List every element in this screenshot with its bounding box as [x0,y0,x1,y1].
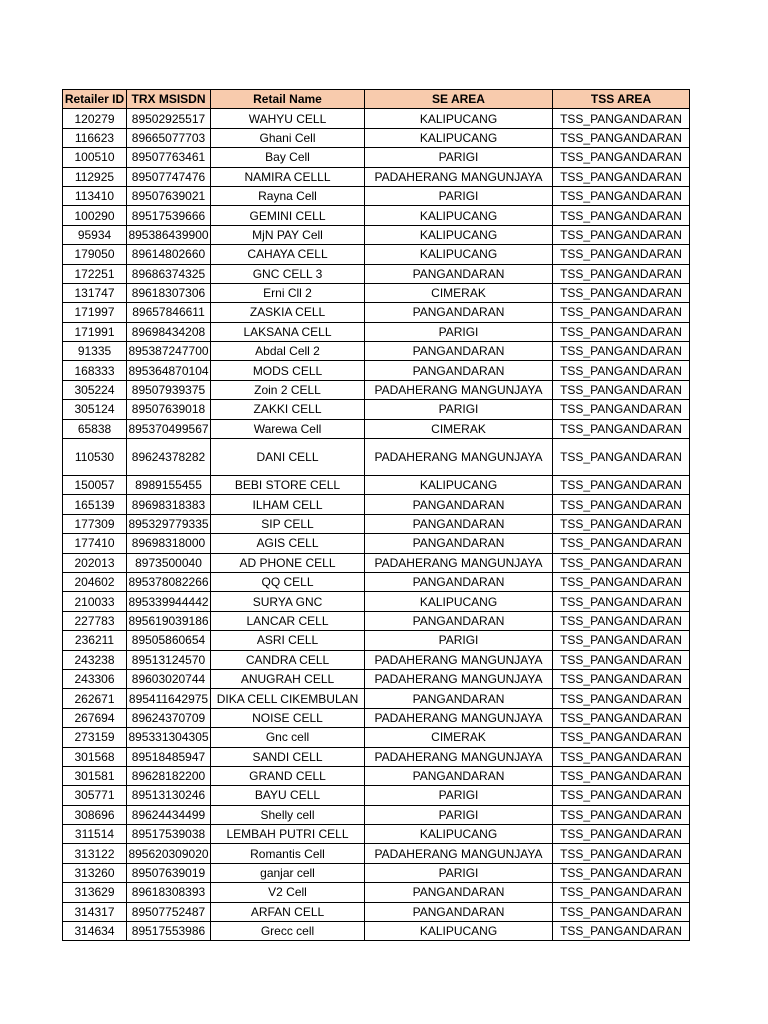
cell-trx-msisdn[interactable]: 89507763461 [127,148,211,167]
cell-retail-name[interactable]: GEMINI CELL [211,206,365,225]
cell-trx-msisdn[interactable]: 895620309020 [127,844,211,863]
cell-se-area[interactable]: PADAHERANG MANGUNJAYA [365,167,553,186]
header-tss-area[interactable]: TSS AREA [553,90,690,109]
cell-retail-name[interactable]: SIP CELL [211,514,365,533]
cell-retailer-id[interactable]: 305224 [63,380,127,399]
table-row [63,825,690,844]
table-row [63,631,690,650]
table-row [63,669,690,688]
cell-retailer-id[interactable]: 95934 [63,225,127,244]
cell-tss-area[interactable]: TSS_PANGANDARAN [553,245,690,264]
cell-retail-name[interactable]: NAMIRA CELLL [211,167,365,186]
cell-trx-msisdn[interactable]: 89507939375 [127,380,211,399]
cell-se-area[interactable]: PARIGI [365,863,553,882]
cell-retail-name[interactable]: SANDI CELL [211,747,365,766]
cell-se-area[interactable]: PADAHERANG MANGUNJAYA [365,708,553,727]
cell-tss-area[interactable]: TSS_PANGANDARAN [553,206,690,225]
table-row [63,322,690,341]
cell-retailer-id[interactable]: 301568 [63,747,127,766]
cell-retail-name[interactable]: MjN PAY Cell [211,225,365,244]
cell-trx-msisdn[interactable]: 895386439900 [127,225,211,244]
cell-se-area[interactable]: PADAHERANG MANGUNJAYA [365,747,553,766]
table-row [63,844,690,863]
cell-se-area[interactable]: PANGANDARAN [365,611,553,630]
cell-retailer-id[interactable]: 305124 [63,400,127,419]
cell-retailer-id[interactable]: 227783 [63,611,127,630]
cell-tss-area[interactable]: TSS_PANGANDARAN [553,225,690,244]
cell-trx-msisdn[interactable]: 89618307306 [127,283,211,302]
table-row [63,109,690,128]
cell-tss-area[interactable]: TSS_PANGANDARAN [553,825,690,844]
table-row [63,747,690,766]
cell-tss-area[interactable]: TSS_PANGANDARAN [553,805,690,824]
cell-tss-area[interactable]: TSS_PANGANDARAN [553,495,690,514]
cell-tss-area[interactable]: TSS_PANGANDARAN [553,922,690,941]
cell-se-area[interactable]: PANGANDARAN [365,902,553,921]
cell-retailer-id[interactable]: 314317 [63,902,127,921]
cell-trx-msisdn[interactable]: 895329779335 [127,514,211,533]
table-row [63,264,690,283]
cell-trx-msisdn[interactable]: 895411642975 [127,689,211,708]
cell-retailer-id[interactable]: 243238 [63,650,127,669]
cell-tss-area[interactable]: TSS_PANGANDARAN [553,766,690,785]
cell-se-area[interactable]: CIMERAK [365,283,553,302]
cell-tss-area[interactable]: TSS_PANGANDARAN [553,514,690,533]
cell-retail-name[interactable]: ZASKIA CELL [211,303,365,322]
cell-retailer-id[interactable]: 172251 [63,264,127,283]
table-row [63,534,690,553]
table-row [63,380,690,399]
header-trx-msisdn[interactable]: TRX MSISDN [127,90,211,109]
cell-se-area[interactable]: PADAHERANG MANGUNJAYA [365,380,553,399]
cell-retailer-id[interactable]: 131747 [63,283,127,302]
table-row [63,495,690,514]
cell-trx-msisdn[interactable]: 895339944442 [127,592,211,611]
table-row [63,592,690,611]
cell-retailer-id[interactable]: 267694 [63,708,127,727]
cell-retail-name[interactable]: GNC CELL 3 [211,264,365,283]
cell-retail-name[interactable]: AD PHONE CELL [211,553,365,572]
cell-se-area[interactable]: CIMERAK [365,728,553,747]
cell-retailer-id[interactable]: 179050 [63,245,127,264]
cell-retailer-id[interactable]: 91335 [63,342,127,361]
table-row [63,650,690,669]
cell-tss-area[interactable]: TSS_PANGANDARAN [553,883,690,902]
table-row [63,148,690,167]
table-body [63,109,690,941]
cell-retail-name[interactable]: ASRI CELL [211,631,365,650]
cell-retail-name[interactable]: DANI CELL [211,439,365,476]
cell-se-area[interactable]: KALIPUCANG [365,592,553,611]
cell-tss-area[interactable]: TSS_PANGANDARAN [553,553,690,572]
cell-se-area[interactable]: PARIGI [365,631,553,650]
cell-trx-msisdn[interactable]: 895370499567 [127,419,211,438]
cell-trx-msisdn[interactable]: 89603020744 [127,669,211,688]
cell-retailer-id[interactable]: 171991 [63,322,127,341]
table-row [63,863,690,882]
cell-retail-name[interactable]: LANCAR CELL [211,611,365,630]
cell-se-area[interactable]: PARIGI [365,322,553,341]
cell-se-area[interactable]: PANGANDARAN [365,766,553,785]
cell-tss-area[interactable]: TSS_PANGANDARAN [553,361,690,380]
cell-se-area[interactable]: KALIPUCANG [365,206,553,225]
table-row [63,728,690,747]
cell-tss-area[interactable]: TSS_PANGANDARAN [553,283,690,302]
cell-tss-area[interactable]: TSS_PANGANDARAN [553,400,690,419]
cell-trx-msisdn[interactable]: 895387247700 [127,342,211,361]
cell-trx-msisdn[interactable]: 895331304305 [127,728,211,747]
cell-retailer-id[interactable]: 100290 [63,206,127,225]
cell-retailer-id[interactable]: 110530 [63,439,127,476]
cell-retail-name[interactable]: Rayna Cell [211,186,365,205]
cell-se-area[interactable]: PANGANDARAN [365,342,553,361]
cell-tss-area[interactable]: TSS_PANGANDARAN [553,708,690,727]
table-row [63,245,690,264]
cell-se-area[interactable]: KALIPUCANG [365,825,553,844]
cell-retailer-id[interactable]: 305771 [63,786,127,805]
cell-trx-msisdn[interactable]: 8973500040 [127,553,211,572]
cell-retailer-id[interactable]: 202013 [63,553,127,572]
cell-tss-area[interactable]: TSS_PANGANDARAN [553,534,690,553]
cell-retailer-id[interactable]: 311514 [63,825,127,844]
cell-retail-name[interactable]: BEBI STORE CELL [211,476,365,495]
cell-tss-area[interactable]: TSS_PANGANDARAN [553,109,690,128]
cell-se-area[interactable]: PADAHERANG MANGUNJAYA [365,439,553,476]
retailer-table [62,89,690,941]
cell-tss-area[interactable]: TSS_PANGANDARAN [553,689,690,708]
cell-retail-name[interactable]: CANDRA CELL [211,650,365,669]
table-row [63,400,690,419]
table-row [63,476,690,495]
cell-retail-name[interactable]: Warewa Cell [211,419,365,438]
table-row [63,553,690,572]
cell-retail-name[interactable]: WAHYU CELL [211,109,365,128]
cell-se-area[interactable]: PANGANDARAN [365,689,553,708]
cell-tss-area[interactable]: TSS_PANGANDARAN [553,611,690,630]
header-retail-name[interactable]: Retail Name [211,90,365,109]
table-row [63,572,690,591]
cell-se-area[interactable]: PADAHERANG MANGUNJAYA [365,650,553,669]
cell-tss-area[interactable]: TSS_PANGANDARAN [553,669,690,688]
cell-se-area[interactable]: PARIGI [365,186,553,205]
cell-trx-msisdn[interactable]: 89614802660 [127,245,211,264]
cell-retail-name[interactable]: V2 Cell [211,883,365,902]
cell-trx-msisdn[interactable]: 89624370709 [127,708,211,727]
table-row [63,225,690,244]
cell-retail-name[interactable]: MODS CELL [211,361,365,380]
cell-se-area[interactable]: PARIGI [365,148,553,167]
cell-tss-area[interactable]: TSS_PANGANDARAN [553,322,690,341]
cell-se-area[interactable]: CIMERAK [365,419,553,438]
cell-retailer-id[interactable]: 177410 [63,534,127,553]
cell-retail-name[interactable]: Erni Cll 2 [211,283,365,302]
cell-retail-name[interactable]: Grecc cell [211,922,365,941]
cell-retailer-id[interactable]: 113410 [63,186,127,205]
cell-se-area[interactable]: KALIPUCANG [365,225,553,244]
cell-retail-name[interactable]: LAKSANA CELL [211,322,365,341]
cell-trx-msisdn[interactable]: 895364870104 [127,361,211,380]
cell-tss-area[interactable]: TSS_PANGANDARAN [553,650,690,669]
spreadsheet [62,89,690,941]
cell-retail-name[interactable]: QQ CELL [211,572,365,591]
table-row [63,689,690,708]
cell-trx-msisdn[interactable]: 89698434208 [127,322,211,341]
cell-trx-msisdn[interactable]: 89686374325 [127,264,211,283]
table-row [63,514,690,533]
table-row [63,419,690,438]
cell-se-area[interactable]: PARIGI [365,400,553,419]
cell-trx-msisdn[interactable]: 89657846611 [127,303,211,322]
cell-trx-msisdn[interactable]: 89665077703 [127,128,211,147]
header-se-area[interactable]: SE AREA [365,90,553,109]
cell-tss-area[interactable]: TSS_PANGANDARAN [553,380,690,399]
cell-retailer-id[interactable]: 301581 [63,766,127,785]
cell-trx-msisdn[interactable]: 895378082266 [127,572,211,591]
cell-trx-msisdn[interactable]: 89513124570 [127,650,211,669]
cell-se-area[interactable]: PANGANDARAN [365,495,553,514]
cell-tss-area[interactable]: TSS_PANGANDARAN [553,342,690,361]
cell-retail-name[interactable]: Gnc cell [211,728,365,747]
cell-retailer-id[interactable]: 65838 [63,419,127,438]
cell-se-area[interactable]: PANGANDARAN [365,572,553,591]
cell-retail-name[interactable]: DIKA CELL CIKEMBULAN [211,689,365,708]
cell-retailer-id[interactable]: 100510 [63,148,127,167]
cell-retail-name[interactable]: BAYU CELL [211,786,365,805]
cell-se-area[interactable]: PARIGI [365,786,553,805]
cell-retail-name[interactable]: ILHAM CELL [211,495,365,514]
cell-trx-msisdn[interactable]: 89502925517 [127,109,211,128]
cell-retailer-id[interactable]: 313629 [63,883,127,902]
cell-trx-msisdn[interactable]: 89517539666 [127,206,211,225]
table-row [63,342,690,361]
cell-se-area[interactable]: KALIPUCANG [365,922,553,941]
cell-retailer-id[interactable]: 314634 [63,922,127,941]
cell-se-area[interactable]: PANGANDARAN [365,534,553,553]
cell-tss-area[interactable]: TSS_PANGANDARAN [553,148,690,167]
cell-retail-name[interactable]: NOISE CELL [211,708,365,727]
cell-retailer-id[interactable]: 168333 [63,361,127,380]
cell-tss-area[interactable]: TSS_PANGANDARAN [553,786,690,805]
cell-tss-area[interactable]: TSS_PANGANDARAN [553,476,690,495]
cell-trx-msisdn[interactable]: 89505860654 [127,631,211,650]
cell-se-area[interactable]: PADAHERANG MANGUNJAYA [365,844,553,863]
cell-retailer-id[interactable]: 236211 [63,631,127,650]
cell-tss-area[interactable]: TSS_PANGANDARAN [553,902,690,921]
cell-trx-msisdn[interactable]: 89618308393 [127,883,211,902]
cell-retail-name[interactable]: CAHAYA CELL [211,245,365,264]
cell-tss-area[interactable]: TSS_PANGANDARAN [553,167,690,186]
cell-retail-name[interactable]: SURYA GNC [211,592,365,611]
cell-retail-name[interactable]: Bay Cell [211,148,365,167]
cell-retail-name[interactable]: AGIS CELL [211,534,365,553]
table-row [63,186,690,205]
cell-tss-area[interactable]: TSS_PANGANDARAN [553,419,690,438]
cell-tss-area[interactable]: TSS_PANGANDARAN [553,439,690,476]
table-row [63,708,690,727]
table-row [63,902,690,921]
cell-tss-area[interactable]: TSS_PANGANDARAN [553,186,690,205]
header-retailer-id[interactable]: Retailer ID [63,90,127,109]
cell-se-area[interactable]: KALIPUCANG [365,245,553,264]
cell-tss-area[interactable]: TSS_PANGANDARAN [553,747,690,766]
table-row [63,766,690,785]
table-row [63,922,690,941]
cell-se-area[interactable]: KALIPUCANG [365,109,553,128]
cell-tss-area[interactable]: TSS_PANGANDARAN [553,844,690,863]
cell-trx-msisdn[interactable]: 89698318000 [127,534,211,553]
cell-tss-area[interactable]: TSS_PANGANDARAN [553,728,690,747]
cell-se-area[interactable]: KALIPUCANG [365,476,553,495]
cell-tss-area[interactable]: TSS_PANGANDARAN [553,592,690,611]
cell-retailer-id[interactable]: 313122 [63,844,127,863]
table-row [63,883,690,902]
cell-retailer-id[interactable]: 177309 [63,514,127,533]
cell-se-area[interactable]: PANGANDARAN [365,883,553,902]
cell-trx-msisdn[interactable]: 89507639018 [127,400,211,419]
table-row [63,611,690,630]
cell-retailer-id[interactable]: 210033 [63,592,127,611]
cell-retailer-id[interactable]: 308696 [63,805,127,824]
cell-se-area[interactable]: PANGANDARAN [365,514,553,533]
cell-se-area[interactable]: KALIPUCANG [365,128,553,147]
table-row [63,805,690,824]
cell-retailer-id[interactable]: 243306 [63,669,127,688]
cell-trx-msisdn[interactable]: 89513130246 [127,786,211,805]
cell-se-area[interactable]: PANGANDARAN [365,361,553,380]
cell-retail-name[interactable]: ARFAN CELL [211,902,365,921]
cell-se-area[interactable]: PADAHERANG MANGUNJAYA [365,669,553,688]
cell-retailer-id[interactable]: 171997 [63,303,127,322]
cell-retailer-id[interactable]: 120279 [63,109,127,128]
cell-trx-msisdn[interactable]: 89698318383 [127,495,211,514]
cell-trx-msisdn[interactable]: 89517553986 [127,922,211,941]
cell-se-area[interactable]: PANGANDARAN [365,264,553,283]
cell-retailer-id[interactable]: 116623 [63,128,127,147]
cell-se-area[interactable]: PARIGI [365,805,553,824]
cell-retail-name[interactable]: Ghani Cell [211,128,365,147]
cell-trx-msisdn[interactable]: 89507747476 [127,167,211,186]
cell-trx-msisdn[interactable]: 89507639021 [127,186,211,205]
cell-trx-msisdn[interactable]: 89518485947 [127,747,211,766]
cell-retailer-id[interactable]: 273159 [63,728,127,747]
cell-retailer-id[interactable]: 313260 [63,863,127,882]
cell-retail-name[interactable]: Shelly cell [211,805,365,824]
cell-retail-name[interactable]: GRAND CELL [211,766,365,785]
cell-se-area[interactable]: PADAHERANG MANGUNJAYA [365,553,553,572]
cell-se-area[interactable]: PANGANDARAN [365,303,553,322]
cell-tss-area[interactable]: TSS_PANGANDARAN [553,631,690,650]
table-row [63,439,690,476]
cell-tss-area[interactable]: TSS_PANGANDARAN [553,572,690,591]
cell-trx-msisdn[interactable]: 89507639019 [127,863,211,882]
cell-retail-name[interactable]: ganjar cell [211,863,365,882]
cell-trx-msisdn[interactable]: 89624378282 [127,439,211,476]
cell-retailer-id[interactable]: 112925 [63,167,127,186]
cell-retail-name[interactable]: Zoin 2 CELL [211,380,365,399]
cell-trx-msisdn[interactable]: 89624434499 [127,805,211,824]
cell-tss-area[interactable]: TSS_PANGANDARAN [553,863,690,882]
table-row [63,128,690,147]
cell-tss-area[interactable]: TSS_PANGANDARAN [553,128,690,147]
cell-retailer-id[interactable]: 262671 [63,689,127,708]
table-row [63,206,690,225]
cell-trx-msisdn[interactable]: 89628182200 [127,766,211,785]
table-row [63,167,690,186]
cell-tss-area[interactable]: TSS_PANGANDARAN [553,264,690,283]
cell-trx-msisdn[interactable]: 8989155455 [127,476,211,495]
cell-trx-msisdn[interactable]: 89507752487 [127,902,211,921]
cell-trx-msisdn[interactable]: 895619039186 [127,611,211,630]
table-row [63,361,690,380]
cell-retailer-id[interactable]: 150057 [63,476,127,495]
cell-tss-area[interactable]: TSS_PANGANDARAN [553,303,690,322]
cell-retail-name[interactable]: LEMBAH PUTRI CELL [211,825,365,844]
table-row [63,303,690,322]
cell-retailer-id[interactable]: 165139 [63,495,127,514]
cell-trx-msisdn[interactable]: 89517539038 [127,825,211,844]
table-row [63,283,690,302]
cell-retail-name[interactable]: ANUGRAH CELL [211,669,365,688]
table-row [63,786,690,805]
cell-retailer-id[interactable]: 204602 [63,572,127,591]
cell-retail-name[interactable]: Abdal Cell 2 [211,342,365,361]
cell-retail-name[interactable]: Romantis Cell [211,844,365,863]
header-row [63,90,690,109]
cell-retail-name[interactable]: ZAKKI CELL [211,400,365,419]
